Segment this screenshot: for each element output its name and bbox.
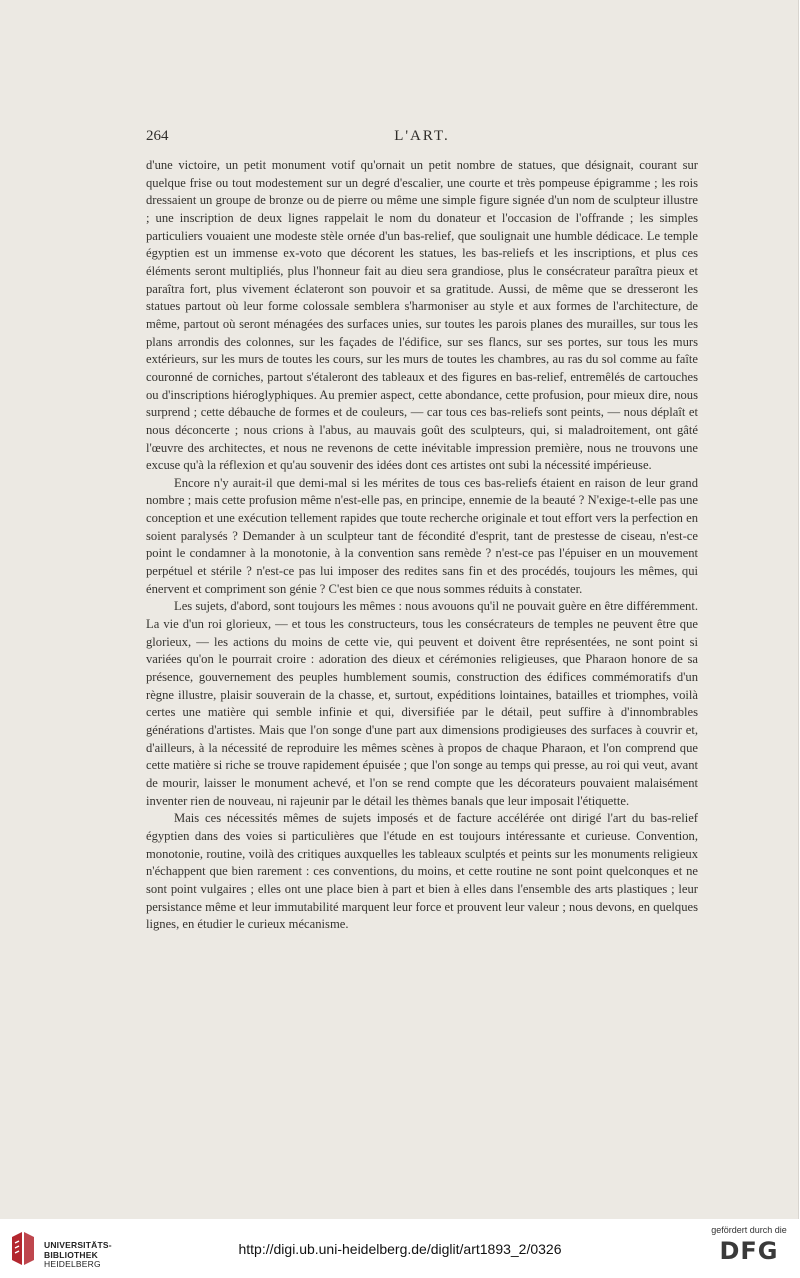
paragraph: Les sujets, d'abord, sont toujours les mêmes : nous avouons qu'il ne pouvait guère en être différemment. La vie d'un roi glorieux, — et tous les constructeurs, tous les consécrateurs de temples ne peuvent être que glorieux, — les actions du moins de cette vie, qui peuvent et doivent être représentées, ne sont point si variées qu'on le pourrait croire : adoration des dieux et cérémonies religieuses, que Pharaon honore de sa présence, gouvernement des peuples humblement soumis, construction des édifices commémoratifs d'un règne illustre, plaisir souverain de la chasse, et, surtout, expéditions lointaines, batailles et triomphes, voilà certes une matière qui semble infinie et qui, diversifiée par le détail, peut suffire à d'innombrables générations d'artistes. Mais que l'on songe d'une part aux dimensions prodigieuses des surfaces à couvrir et, d'ailleurs, à la nécessité de reproduire les mêmes scènes à propos de chaque Pharaon, et l'on comprend que cette matière si riche se trouve rapidement épuisée ; que l'on songe au temps qui presse, au roi qui veut, avant de mourir, laisser le monument achevé, et l'on se rend compte que les décorateurs pouvaient malaisément inventer rien de nouveau, ni rajeunir par le détail les thèmes banals que leur imposait l'étiquette. — [146, 599, 698, 808]
dfg-logo[interactable]: DFG — [719, 1237, 779, 1265]
page-header — [146, 128, 698, 148]
library-name-line: BIBLIOTHEK — [44, 1249, 98, 1260]
funder-caption: gefördert durch die — [711, 1225, 787, 1235]
library-name-line: UNIVERSITÄTS- — [44, 1240, 112, 1250]
permalink[interactable]: http://digi.ub.uni-heidelberg.de/diglit/art1893_2/0326 — [238, 1241, 562, 1257]
running-title: L'ART. — [394, 128, 450, 144]
paragraph: Mais ces nécessités mêmes de sujets imposés et de facture accélérée ont dirigé l'art du bas-relief égyptien dans des voies si particulières que l'étude en est toujours intéressante et curieuse. Convention, monotonie, routine, voilà des critiques auxquelles les tableaux sculptés et peints sur les monuments religieux n'échappent que bien rarement : ces conventions, du moins, et cette routine ne sont point quelconques et ne sont point vulgaires ; elles ont une place bien à part et bien à elles dans l'ensemble des arts plastiques ; leur persistance même et leur immutabilité marquent leur force et prouvent leur valeur ; nous devons, en quelques lignes, en étudier le curieux mécanisme. — [146, 811, 698, 932]
body-text — [146, 157, 698, 934]
funder-block — [708, 1225, 790, 1275]
paragraph: d'une victoire, un petit monument votif qu'ornait un petit nombre de statues, que désignait, courant sur quelque frise ou tout modestement sur un degré d'escalier, une courte et très pompeuse épigramme ; les rois dressaient un groupe de bronze ou de pierre ou même une simple figure signée d'un nom de sculpteur illustre ; une inscription de deux lignes rappelait le nom du donateur et l'occasion de l'offrande ; les simples particuliers vouaient une modeste stèle ornée d'un bas-relief, que soulignait une humble dédicace. Le temple égyptien est un immense ex-voto que décorent les statues, les bas-reliefs et les inscriptions, et plus ces éléments seront multipliés, plus l'honneur fait au dieu sera grandiose, plus le consécrateur paraîtra pieux et paraîtra fort, plus vivement éclateront son pouvoir et sa gratitude. Aussi, de même que se dresseront les statues partout où leur forme colossale semblera s'harmoniser au style et aux formes de l'architecture, de même, partout où seront ménagées des surfaces unies, sur toutes les parois planes des murailles, sur tous les plans arrondis des colonnes, sur les façades de l'édifice, sur ses flancs, sur ses portes, sur tous les murs extérieurs, sur les murs de toutes les cours, sur les murs de toutes les chambres, au ras du sol comme au faîte couronné de corniches, partout s'étaleront des tableaux et des figures en bas-relief, entremêlés de cartouches ou d'inscriptions hiéroglyphiques. Au premier aspect, cette abondance, cette profusion, pour mieux dire, nous surprend ; cette débauche de formes et de couleurs, — car tous ces bas-reliefs sont peints, — nous déplaît et nous déconcerte ; nous crions à l'abus, au mauvais goût des sculpteurs, qui, si maladroitement, ont gâté l'œuvre des architectes, et nous ne revenons de cette inévitable impression première, nous ne trouvons une excuse qu'à la réflexion et qu'au souvenir des idées dont ces artistes ont subi la nécessité impérieuse. — [146, 158, 698, 473]
paragraph: Encore n'y aurait-il que demi-mal si les mérites de tous ces bas-reliefs étaient en raison de leur grand nombre ; mais cette profusion même n'est-elle pas, en principe, ennemie de la beauté ? N'exige-t-elle pas une conception et une exécution tellement rapides que toute recherche originale et tout effort vers la perfection en soient paralysés ? Demander à un sculpteur tant de fécondité d'esprit, tant de prestesse de ciseau, n'est-ce point le condamner à la monotonie, à la convention sans remède ? n'est-ce pas l'épuiser en un mouvement perpétuel et stérile ? n'est-ce pas lui imposer des redites sans fin et des procédés, toujours les mêmes, qui énervent et compriment son génie ? C'est bien ce que nous sommes réduits à constater. — [146, 475, 698, 596]
viewer-footer — [0, 1219, 800, 1278]
page-number: 264 — [146, 128, 169, 144]
library-name-line: HEIDELBERG — [44, 1259, 101, 1269]
